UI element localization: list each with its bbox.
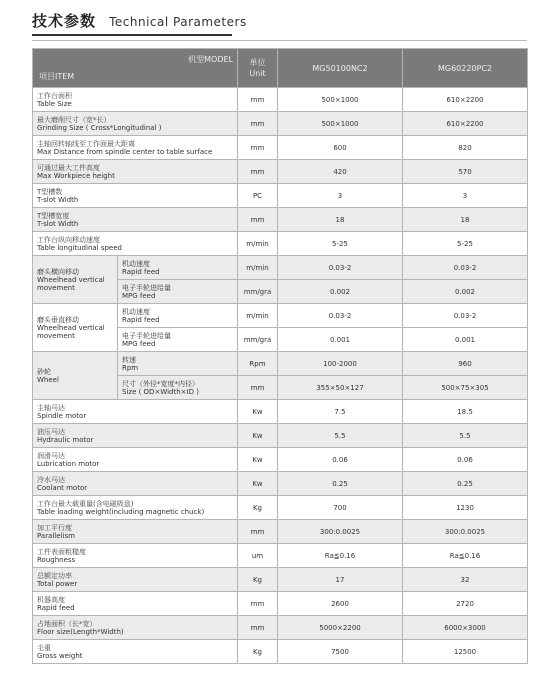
param-cell [33,208,238,232]
table-row [33,448,528,472]
param-cell [33,568,238,592]
group-name-en: Wheelhead vertical movement [37,275,105,292]
value-model-2: 0.03-2 [403,304,528,328]
value-model-2: 18 [403,208,528,232]
unit-cell: mm [238,136,278,160]
value-model-2: 32 [403,568,528,592]
value-model-2: 960 [403,352,528,376]
table-row [33,184,528,208]
param-cell [33,184,238,208]
value-model-1: 700 [278,496,403,520]
sub-param-cell [118,328,238,352]
value-model-1: 0.001 [278,328,403,352]
value-model-1: 0.002 [278,280,403,304]
sub-param-en: Size ( OD×Width×ID ) [122,387,199,396]
unit-cell: um [238,544,278,568]
param-cell [33,592,238,616]
param-cell [33,472,238,496]
value-model-2: 0.03-2 [403,256,528,280]
param-name-en: T-slot Width [37,195,79,204]
param-name-en: Gross weight [37,651,83,660]
table-row [33,520,528,544]
group-name-zh: 磨头横向移动 [37,267,79,276]
unit-cell: PC [238,184,278,208]
value-model-2: 500×75×305 [403,376,528,400]
unit-cell: mm [238,520,278,544]
value-model-1: 5-25 [278,232,403,256]
table-row [33,88,528,112]
sub-param-en: Rapid feed [122,315,160,324]
param-cell [33,136,238,160]
param-name-en: Table longitudinal speed [37,243,122,252]
group-name-zh: 砂轮 [37,367,51,376]
param-name-zh: 占地面积（长*宽） [37,619,97,628]
table-row [33,136,528,160]
param-name-zh: 工作台纵向移动速度 [37,235,100,244]
param-name-en: Floor size(Length*Width) [37,627,124,636]
param-name-zh: 可通过最大工件高度 [37,163,100,172]
header-model-1: MG50100NC2 [278,49,403,88]
value-model-2: 2720 [403,592,528,616]
page-divider [32,40,527,41]
unit-cell: mm [238,112,278,136]
value-model-1: 3 [278,184,403,208]
param-name-zh: 最大磨削尺寸（宽*长） [37,115,111,124]
unit-cell: Kw [238,472,278,496]
param-cell [33,112,238,136]
value-model-1: 7.5 [278,400,403,424]
param-name-zh: T型槽数 [37,187,63,196]
table-row [33,208,528,232]
value-model-2: 5.5 [403,424,528,448]
header-unit-cell [238,49,278,88]
unit-cell: Kw [238,424,278,448]
value-model-1: 0.03-2 [278,256,403,280]
param-name-zh: 润滑马达 [37,451,65,460]
value-model-1: 17 [278,568,403,592]
param-name-zh: 加工平行度 [37,523,72,532]
value-model-1: 100-2000 [278,352,403,376]
table-row [33,304,528,328]
unit-cell: m/min [238,256,278,280]
unit-cell: mm [238,592,278,616]
group-name-en: Wheelhead vertical movement [37,323,105,340]
param-cell [33,616,238,640]
value-model-1: 355×50×127 [278,376,403,400]
sub-param-zh: 转速 [122,355,136,364]
unit-cell: mm [238,88,278,112]
value-model-1: 5000×2200 [278,616,403,640]
param-name-zh: 主轴回转轴线至工作面最大距离 [37,139,135,148]
param-name-zh: 工作台面积 [37,91,72,100]
param-name-zh: 工件表面粗糙度 [37,547,86,556]
param-cell [33,544,238,568]
value-model-2: 610×2200 [403,112,528,136]
value-model-1: 0.06 [278,448,403,472]
value-model-2: 300:0.0025 [403,520,528,544]
table-row [33,232,528,256]
param-name-en: Parallelism [37,531,75,540]
unit-cell: Kw [238,400,278,424]
param-name-zh: 主轴马达 [37,403,65,412]
value-model-2: 570 [403,160,528,184]
unit-cell: mm [238,376,278,400]
value-model-1: 2600 [278,592,403,616]
param-name-en: Max Workpiece height [37,171,115,180]
table-row [33,496,528,520]
value-model-1: 0.03-2 [278,304,403,328]
value-model-1: 0.25 [278,472,403,496]
param-cell [33,232,238,256]
value-model-1: 300:0.0025 [278,520,403,544]
sub-param-en: MPG feed [122,291,156,300]
table-row [33,256,528,280]
table-row [33,400,528,424]
page-heading [32,10,247,34]
param-name-en: T-slot Width [37,219,79,228]
value-model-1: 600 [278,136,403,160]
spec-table [32,48,528,664]
unit-cell: m/min [238,304,278,328]
param-cell [33,424,238,448]
value-model-2: 1230 [403,496,528,520]
value-model-1: 18 [278,208,403,232]
table-header-row [33,49,528,88]
param-name-en: Table loading weight(including magnetic chuck) [37,507,205,516]
value-model-1: 5.5 [278,424,403,448]
unit-cell: mm [238,160,278,184]
unit-cell: mm/gra [238,280,278,304]
param-name-en: Total power [37,579,78,588]
header-unit-en: Unit [249,69,266,78]
param-name-en: Table Size [37,99,72,108]
value-model-2: 820 [403,136,528,160]
param-name-zh: T型槽宽度 [37,211,70,220]
heading-underline [32,34,232,36]
value-model-2: 5-25 [403,232,528,256]
unit-cell: Kw [238,448,278,472]
unit-cell: m/min [238,232,278,256]
group-cell [33,304,118,352]
value-model-2: Ra≦0.16 [403,544,528,568]
value-model-1: Ra≦0.16 [278,544,403,568]
table-row [33,592,528,616]
sub-param-zh: 电子手轮进给量 [122,331,171,340]
sub-param-zh: 机动速度 [122,259,150,268]
param-cell [33,448,238,472]
value-model-2: 0.25 [403,472,528,496]
header-model-label: 机型MODEL [188,55,233,64]
heading-en: Technical Parameters [109,15,247,29]
param-name-en: Hydraulic motor [37,435,94,444]
param-name-en: Max Distance from spindle center to table surface [37,147,213,156]
table-row [33,424,528,448]
value-model-2: 18.5 [403,400,528,424]
param-name-zh: 机器高度 [37,595,65,604]
param-cell [33,520,238,544]
table-row [33,472,528,496]
unit-cell: mm [238,616,278,640]
param-name-en: Coolant motor [37,483,88,492]
sub-param-cell [118,280,238,304]
header-model-2: MG60220PC2 [403,49,528,88]
unit-cell: Rpm [238,352,278,376]
table-row [33,112,528,136]
param-name-zh: 油压马达 [37,427,65,436]
table-row [33,568,528,592]
sub-param-zh: 电子手轮进给量 [122,283,171,292]
value-model-2: 0.001 [403,328,528,352]
param-cell [33,400,238,424]
value-model-2: 12500 [403,640,528,664]
param-name-en: Lubrication motor [37,459,100,468]
unit-cell: mm [238,208,278,232]
value-model-2: 3 [403,184,528,208]
param-name-en: Rapid feed [37,603,75,612]
table-row [33,544,528,568]
unit-cell: mm/gra [238,328,278,352]
unit-cell: Kg [238,496,278,520]
heading-zh: 技术参数 [32,12,97,30]
param-name-en: Spindle motor [37,411,87,420]
value-model-2: 6000×3000 [403,616,528,640]
sub-param-cell [118,304,238,328]
group-cell [33,352,118,400]
value-model-2: 0.002 [403,280,528,304]
sub-param-zh: 机动速度 [122,307,150,316]
param-name-zh: 工作台最大载重量(含电磁吸盘) [37,499,134,508]
value-model-1: 420 [278,160,403,184]
group-name-en: Wheel [37,375,59,384]
unit-cell: Kg [238,640,278,664]
table-row [33,160,528,184]
sub-param-en: Rapid feed [122,267,160,276]
header-unit-zh: 单位 [249,58,266,67]
param-name-zh: 冷水马达 [37,475,65,484]
unit-cell: Kg [238,568,278,592]
value-model-2: 610×2200 [403,88,528,112]
param-cell [33,88,238,112]
sub-param-en: Rpm [122,363,139,372]
param-cell [33,496,238,520]
table-row [33,616,528,640]
group-name-zh: 磨头垂直移动 [37,315,79,324]
sub-param-cell [118,352,238,376]
value-model-1: 7500 [278,640,403,664]
sub-param-zh: 尺寸（外径*宽度*内径） [122,379,199,388]
table-row [33,640,528,664]
header-item-cell [33,49,238,88]
param-cell [33,640,238,664]
param-name-en: Grinding Size ( Cross*Longitudinal ) [37,123,162,132]
param-cell [33,160,238,184]
sub-param-en: MPG feed [122,339,156,348]
param-name-en: Roughness [37,555,76,564]
param-name-zh: 总额定功率 [37,571,72,580]
param-name-zh: 毛重 [37,643,51,652]
sub-param-cell [118,256,238,280]
table-row [33,352,528,376]
value-model-2: 0.06 [403,448,528,472]
value-model-1: 500×1000 [278,112,403,136]
sub-param-cell [118,376,238,400]
group-cell [33,256,118,304]
value-model-1: 500×1000 [278,88,403,112]
header-item-label: 项目ITEM [39,72,75,81]
